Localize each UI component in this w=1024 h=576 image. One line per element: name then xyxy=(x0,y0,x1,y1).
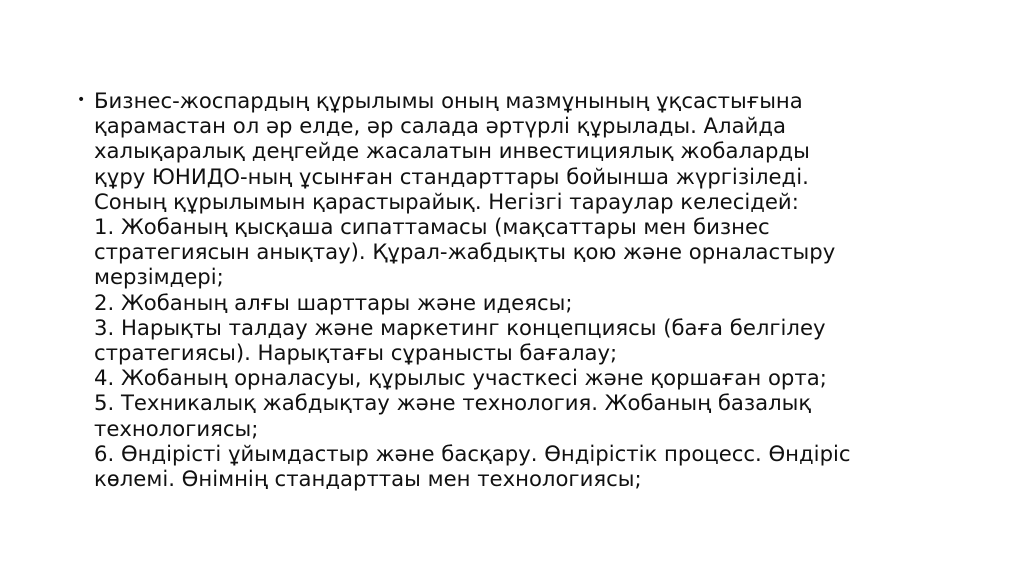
text-line: 5. Техникалық жабдықтау және технология. Жобаның базалық xyxy=(94,390,812,416)
text-line: құру ЮНИДО-ның ұсынған стандарттары бойынша жүргізіледі. xyxy=(94,163,809,189)
text-line: 1. Жобаның қысқаша сипаттамасы (мақсаттары мен бизнес xyxy=(94,214,770,240)
slide-content xyxy=(74,88,974,491)
text-line: қарамастан ол әр елде, әр салада әртүрлі құрылады. Алайда xyxy=(94,113,786,139)
bullet-item xyxy=(74,88,974,491)
text-line: стратегиясы). Нарықтағы сұранысты бағалау; xyxy=(94,340,618,366)
text-line: Соның құрылымын қарастырайық. Негізгі тараулар келесідей: xyxy=(94,188,799,214)
text-line: 3. Нарықты талдау және маркетинг концепциясы (баға белгілеу xyxy=(94,314,826,340)
text-line: Бизнес-жоспардың құрылымы оның мазмұнының ұқсастығына xyxy=(94,88,803,113)
text-line: стратегиясын анықтау). Құрал-жабдықты қою және орналастыру xyxy=(94,239,836,265)
text-line: 2. Жобаның алғы шарттары және идеясы; xyxy=(94,289,573,315)
text-line: халықаралық деңгейде жасалатын инвестициялық жобаларды xyxy=(94,138,810,164)
bullet-text xyxy=(94,88,974,491)
text-line: 6. Өндірісті ұйымдастыр және басқару. Өндірістік процесс. Өндіріс xyxy=(94,440,851,466)
text-line: 4. Жобаның орналасуы, құрылыс участкесі және қоршаған орта; xyxy=(94,365,827,391)
text-line: мерзімдері; xyxy=(94,264,224,290)
bullet-icon: • xyxy=(77,92,86,108)
text-line: көлемі. Өнімнің стандарттаы мен технологиясы; xyxy=(94,466,642,492)
text-line: технологиясы; xyxy=(94,415,259,441)
